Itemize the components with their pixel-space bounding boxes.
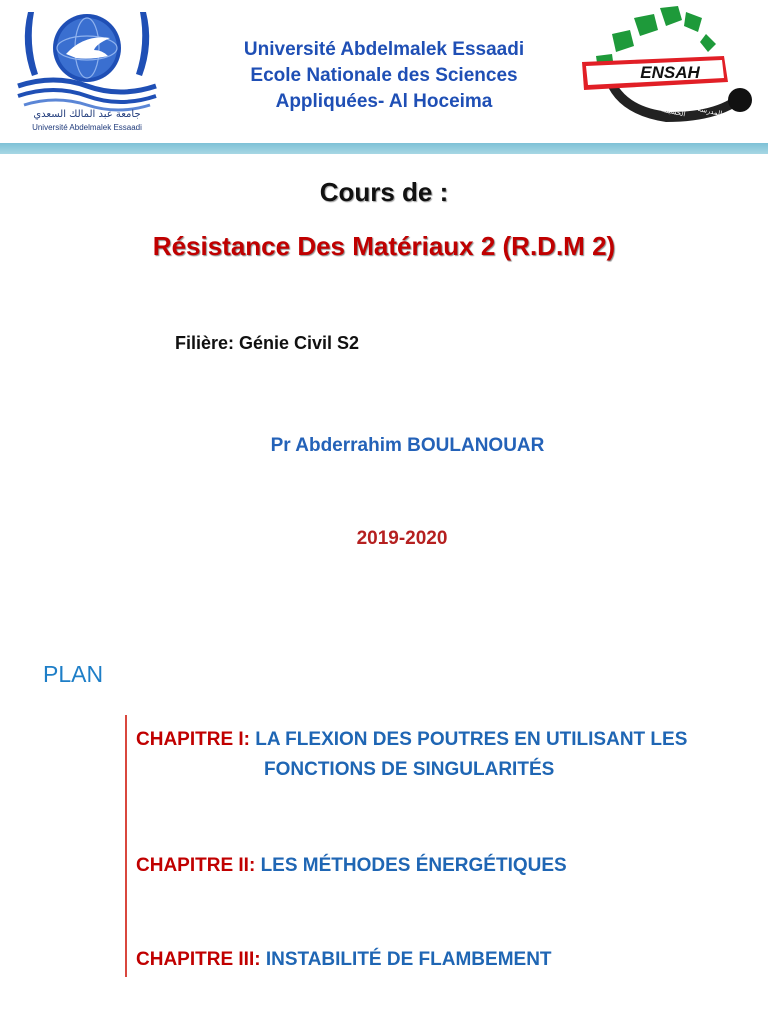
chapter-item [136, 725, 756, 785]
header-divider-band [0, 143, 768, 154]
chapter-title: LA FLEXION DES POUTRES EN UTILISANT LES [255, 729, 688, 750]
header-line-school: Ecole Nationale des Sciences [250, 65, 518, 86]
chapter-number: CHAPITRE II: [136, 855, 256, 876]
chapter-title: LES MÉTHODES ÉNERGÉTIQUES [260, 855, 567, 876]
plan-title: PLAN [43, 661, 104, 687]
chapter-title-continued: FONCTIONS DE SINGULARITÉS [264, 759, 555, 780]
school-logo [574, 4, 762, 136]
school-logo-text: ENSAH [640, 63, 700, 82]
chapter-item [136, 945, 552, 975]
institution-header [170, 37, 598, 115]
academic-year: 2019-2020 [356, 528, 448, 549]
header-line-location: Appliquées- Al Hoceima [275, 91, 493, 112]
university-logo-caption: Université Abdelmalek Essaadi [32, 123, 142, 132]
university-logo [14, 4, 160, 136]
school-logo-caption-arabic: المدرسة الوطنية للعلوم التطبيقية الحسيمة [626, 90, 723, 119]
chapter-title: INSTABILITÉ DE FLAMBEMENT [265, 949, 552, 970]
university-logo-caption-arabic: جامعة عبد المالك السعدي [33, 109, 141, 120]
chapter-number: CHAPITRE III: [136, 949, 261, 970]
plan-divider [125, 715, 127, 977]
chapter-number: CHAPITRE I: [136, 729, 250, 750]
chapter-item [136, 851, 567, 881]
course-title: Résistance Des Matériaux 2 (R.D.M 2) [152, 231, 616, 261]
professor-name: Pr Abderrahim BOULANOUAR [270, 435, 545, 456]
course-label: Cours de : [319, 177, 449, 207]
program-label: Filière: Génie Civil S2 [175, 333, 360, 353]
header-line-university: Université Abdelmalek Essaadi [243, 39, 525, 60]
